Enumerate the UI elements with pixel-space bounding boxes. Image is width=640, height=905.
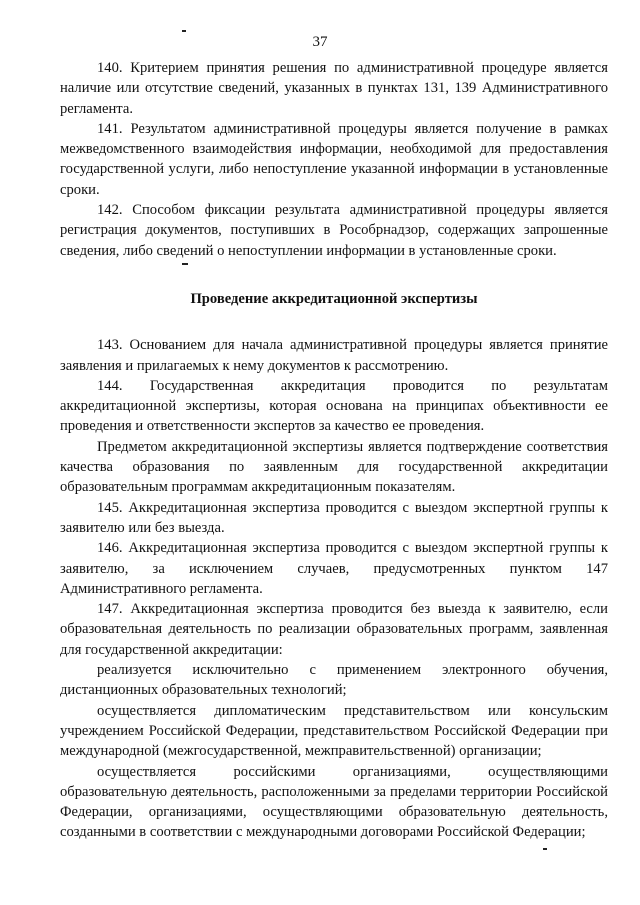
paragraph-143: 143. Основанием для начала административной процедуры является принятие заявления и прилагаемых к нему документов к рассмотрению. (60, 337, 608, 374)
paragraph-145: 145. Аккредитационная экспертиза проводится с выездом экспертной группы к заявителю или без выезда. (60, 499, 608, 536)
list-item-diplomatic: осуществляется дипломатическим представительством или консульским учреждением Российской Федерации, представительством Российской Федерации при международной (межгосударственной, межправительственной) организации; (60, 702, 608, 760)
scan-mark (182, 30, 186, 32)
document-body (60, 58, 608, 843)
paragraph-146: 146. Аккредитационная экспертиза проводится с выездом экспертной группы к заявителю, за исключением случаев, предусмотренных пунктом 147 Административного регламента. (60, 540, 608, 597)
paragraph-subject: Предметом аккредитационной экспертизы является подтверждение соответствия качества образования по заявленным для государственной аккредитации образовательным программам аккредитационным показателям. (60, 438, 608, 496)
page-number: 37 (312, 34, 328, 50)
paragraph-141: 141. Результатом административной процедуры является получение в рамках межведомственного взаимодействия информации, необходимой для предоставления государственной услуги, либо непоступление указанной информации в установленные сроки. (60, 120, 608, 198)
list-item-abroad: осуществляется российскими организациями, осуществляющими образовательную деятельность, расположенными за пределами территории Российской Федерации, организациями, осуществляющими образовательную деятельность, созданными в соответствии с международными договорами Российской Федерации; (60, 763, 608, 841)
paragraph-142: 142. Способом фиксации результата административной процедуры является регистрация документов, поступивших в Рособрнадзор, содержащих запрошенные сведения, либо сведений о непоступлении информации в установленные сроки. (60, 202, 608, 259)
paragraph-140: 140. Критерием принятия решения по административной процедуре является наличие или отсутствие сведений, указанных в пунктах 131, 139 Административного регламента. (60, 60, 608, 117)
scan-mark (543, 848, 547, 850)
paragraph-147: 147. Аккредитационная экспертиза проводится без выезда к заявителю, если образовательная деятельность по реализации образовательных программ, заявленная для государственной аккредитации: (60, 601, 608, 658)
section-heading: Проведение аккредитационной экспертизы (190, 290, 478, 307)
paragraph-144: 144. Государственная аккредитация проводится по результатам аккредитационной экспертизы, которая основана на принципах объективности ее проведения и ответственности экспертов за качество ее проведения. (60, 377, 608, 435)
list-item-electronic: реализуется исключительно с применением электронного обучения, дистанционных образовательных технологий; (60, 662, 608, 699)
